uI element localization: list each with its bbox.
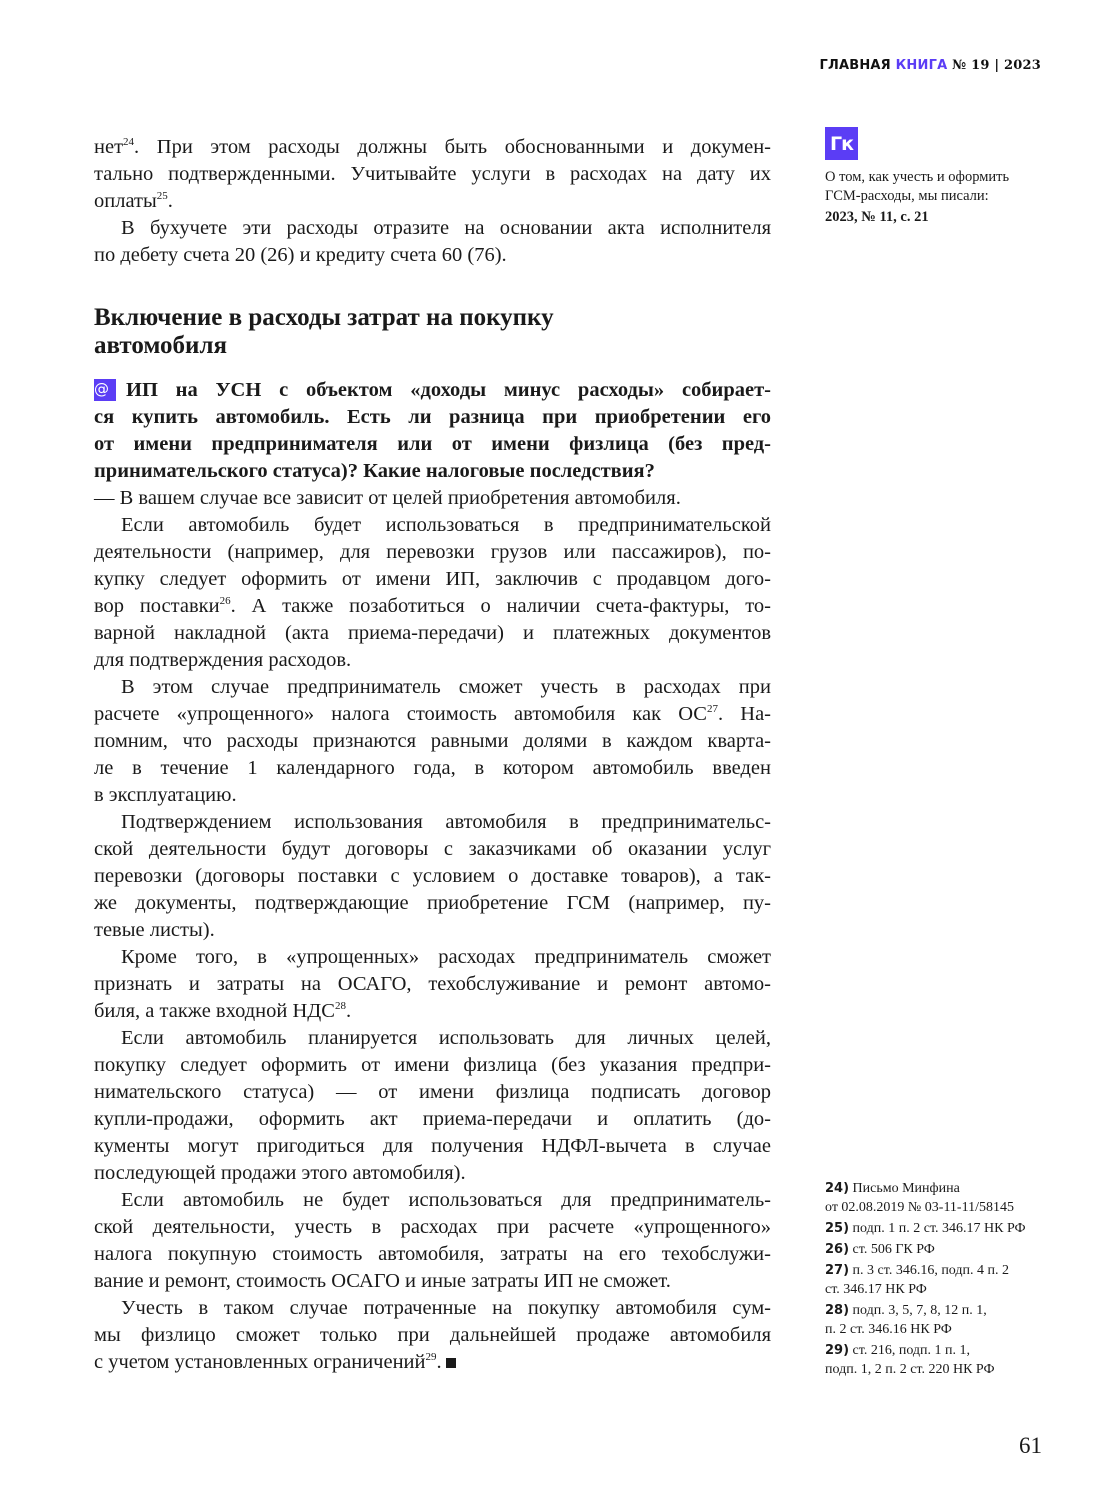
text-line: В бухучете эти расходы отразите на основании акта исполнителя — [121, 217, 771, 239]
text-line: признать и затраты на ОСАГО, техобслуживание и ремонт автомо- — [94, 973, 771, 995]
text-line: покупку следует оформить от имени физлица (без указания предпри- — [94, 1054, 771, 1076]
text-line: купку следует оформить от имени ИП, заключив с продавцом дого- — [94, 568, 771, 590]
text-line: перевозки (договоры поставки с условием о доставке товаров), а так- — [94, 865, 771, 887]
question-line — [94, 404, 771, 431]
text-line: последующей продажи этого автомобиля). — [94, 1162, 466, 1184]
end-of-article-icon — [446, 1358, 456, 1368]
text-line: нимательского статуса) — от имени физлица подписать договор — [94, 1081, 771, 1103]
text-line: ской деятельности будут договоры с заказчиками об оказании услуг — [94, 838, 771, 860]
footnote — [825, 1219, 1055, 1238]
footnote-line — [825, 1301, 1055, 1320]
question-text: от имени предпринимателя или от имени физлица (без пред- — [94, 433, 771, 455]
text-segment: . — [436, 1351, 442, 1373]
footnote-ref: 29 — [425, 1351, 437, 1363]
text-line: В этом случае предприниматель сможет учесть в расходах при — [121, 676, 771, 698]
text-line: тевые листы). — [94, 919, 215, 941]
heading-line: автомобиля — [94, 332, 228, 359]
sidebar-note — [825, 168, 1055, 227]
text-segment: оплаты — [94, 190, 157, 212]
text-line: налога покупную стоимость автомобиля, затраты на его техобслужи- — [94, 1243, 771, 1265]
text-line: кументы могут пригодиться для получения НДФЛ-вычета в случае — [94, 1135, 771, 1157]
text-line — [94, 998, 771, 1025]
footnote-line — [825, 1198, 1055, 1217]
footnote-number: 28) — [825, 1303, 850, 1318]
question-text: ся купить автомобиль. Есть ли разница при приобретении его — [94, 406, 771, 428]
footnote-line — [825, 1280, 1055, 1299]
footnote-text: ст. 506 ГК РФ — [852, 1242, 935, 1257]
text-line: по дебету счета 20 (26) и кредиту счета 60 (76). — [94, 244, 507, 266]
text-line: для подтверждения расходов. — [94, 649, 352, 671]
reader-question — [94, 377, 771, 485]
text-line: деятельности (например, для перевозки грузов или пассажиров), по- — [94, 541, 771, 563]
footnote — [825, 1179, 1055, 1217]
answer-text — [94, 485, 771, 1376]
text-line: Если автомобиль планируется использовать для личных целей, — [121, 1027, 771, 1049]
text-line: Учесть в таком случае потраченные на покупку автомобиля сум- — [121, 1297, 771, 1319]
footnote-text: от 02.08.2019 № 03-11-11/58145 — [825, 1200, 1014, 1215]
text-line: же документы, подтверждающие приобретение ГСМ (например, пу- — [94, 892, 771, 914]
question-line — [94, 377, 771, 404]
sidebar-note-text: О том, как учесть и оформить — [825, 169, 1010, 185]
text-line: ской деятельности, учесть в расходах при расчете «упрощенного» — [94, 1216, 771, 1238]
running-header — [819, 58, 1041, 73]
footnote — [825, 1301, 1055, 1339]
text-segment: нет — [94, 136, 124, 158]
footnote-number: 27) — [825, 1263, 850, 1278]
text-segment: вор поставки — [94, 595, 220, 617]
footnote-line — [825, 1320, 1055, 1339]
text-line: Если автомобиль не будет использоваться для предприниматель- — [121, 1189, 771, 1211]
footnote-number: 25) — [825, 1221, 850, 1236]
footnote-number: 29) — [825, 1343, 850, 1358]
footnote-text: подп. 3, 5, 7, 8, 12 п. 1, — [852, 1303, 987, 1318]
text-line — [94, 1349, 771, 1376]
footnote-line — [825, 1240, 1055, 1259]
text-line: Кроме того, в «упрощенных» расходах предприниматель сможет — [121, 946, 771, 968]
text-segment: . — [167, 190, 173, 212]
text-segment: . На- — [717, 703, 771, 725]
footnote-ref: 27 — [706, 703, 718, 715]
question-text: ИП на УСН с объектом «доходы минус расходы» собирает- — [126, 379, 771, 401]
footnote-text: ст. 346.17 НК РФ — [825, 1282, 927, 1297]
text-line: тально подтвержденными. Учитывайте услуги в расходах на дату их — [94, 163, 771, 185]
footnote-line — [825, 1219, 1055, 1238]
footnote-ref: 25 — [156, 190, 168, 202]
footnote-text: подп. 1, 2 п. 2 ст. 220 НК РФ — [825, 1362, 995, 1377]
text-line — [94, 701, 771, 728]
sidebar-note-text: ГСМ-расходы, мы писали: — [825, 188, 989, 204]
text-line: в эксплуатацию. — [94, 784, 237, 806]
footnote-ref: 28 — [334, 1000, 346, 1012]
issue-number: № 19 | 2023 — [952, 58, 1041, 73]
brand-name: ГЛАВНАЯ — [819, 58, 891, 73]
page-number: 61 — [1019, 1433, 1042, 1458]
question-line — [94, 431, 771, 458]
text-line — [94, 188, 771, 215]
footnote-text: п. 2 ст. 346.16 НК РФ — [825, 1322, 952, 1337]
footnote-ref: 26 — [219, 595, 231, 607]
question-line — [94, 458, 771, 485]
heading-line: Включение в расходы затрат на покупку — [94, 304, 554, 331]
footnote-line — [825, 1179, 1055, 1198]
footnote-text: подп. 1 п. 2 ст. 346.17 НК РФ — [852, 1221, 1026, 1236]
section-heading — [94, 304, 771, 360]
footnote-number: 26) — [825, 1242, 850, 1257]
text-line: — В вашем случае все зависит от целей приобретения автомобиля. — [94, 487, 681, 509]
text-line — [94, 593, 771, 620]
text-segment: биля, а также входной НДС — [94, 1000, 335, 1022]
footnote-number: 24) — [825, 1181, 850, 1196]
text-segment: с учетом установленных ограничений — [94, 1351, 426, 1373]
sidebar-reference-link[interactable]: 2023, № 11, с. 21 — [825, 209, 929, 225]
text-line: купли-продажи, оформить акт приема-передачи и оплатить (до- — [94, 1108, 771, 1130]
text-segment: . — [345, 1000, 352, 1022]
footnote — [825, 1240, 1055, 1259]
footnote — [825, 1261, 1055, 1299]
footnotes — [825, 1179, 1055, 1381]
text-line: мы физлицо сможет только при дальнейшей продаже автомобиля — [94, 1324, 771, 1346]
text-line: вание и ремонт, стоимость ОСАГО и иные затраты ИП не сможет. — [94, 1270, 671, 1292]
footnote-text: п. 3 ст. 346.16, подп. 4 п. 2 — [852, 1263, 1010, 1278]
gk-logo-icon: Гк — [825, 127, 858, 160]
text-line — [94, 134, 771, 161]
text-segment: расчете «упрощенного» налога стоимость автомобиля как ОС — [94, 703, 707, 725]
text-line: варной накладной (акта приема-передачи) и платежных документов — [94, 622, 771, 644]
footnote-ref: 24 — [123, 136, 135, 148]
footnote-text: Письмо Минфина — [852, 1181, 960, 1196]
text-segment: . А также позаботиться о наличии счета-фактуры, то- — [230, 595, 771, 617]
brand-name-accent: КНИГА — [895, 58, 948, 73]
text-segment: . При этом расходы должны быть обоснованными и докумен- — [134, 136, 771, 158]
text-line: Подтверждением использования автомобиля в предпринимательс- — [121, 811, 771, 833]
text-line: помним, что расходы признаются равными долями в каждом кварта- — [94, 730, 771, 752]
intro-text — [94, 134, 771, 269]
footnote — [825, 1341, 1055, 1379]
footnote-line — [825, 1360, 1055, 1379]
footnote-line — [825, 1341, 1055, 1360]
text-line: ле в течение 1 календарного года, в котором автомобиль введен — [94, 757, 771, 779]
footnote-text: ст. 216, подп. 1 п. 1, — [852, 1343, 971, 1358]
at-sign-icon: @ — [94, 379, 116, 401]
text-line: Если автомобиль будет использоваться в предпринимательской — [121, 514, 771, 536]
question-text: принимательского статуса)? Какие налоговые последствия? — [94, 460, 655, 482]
footnote-line — [825, 1261, 1055, 1280]
